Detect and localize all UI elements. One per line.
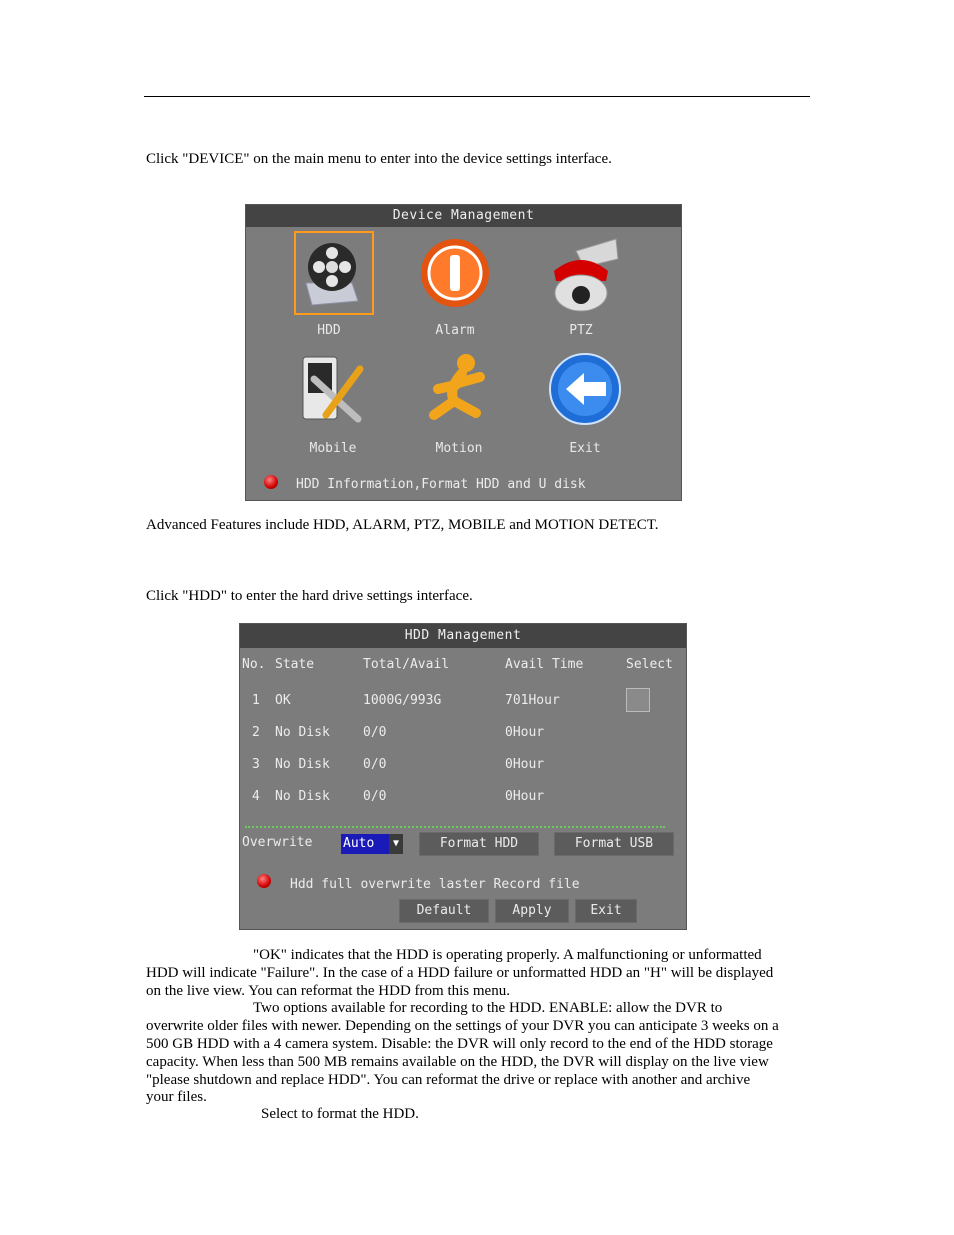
- device-label-mobile: Mobile: [309, 441, 357, 456]
- state-desc-first-line: "OK" indicates that the HDD is operating properly. A malfunctioning or unformatted: [253, 947, 762, 963]
- device-item-exit[interactable]: [530, 349, 640, 459]
- row-state: No Disk: [275, 725, 330, 740]
- overwrite-label: Overwrite: [242, 835, 313, 850]
- device-item-ptz[interactable]: [526, 231, 636, 341]
- alarm-icon: [400, 231, 510, 321]
- row-total-avail: 0/0: [363, 789, 387, 804]
- device-item-mobile[interactable]: [278, 349, 388, 459]
- apply-button[interactable]: Apply: [495, 899, 569, 923]
- row-avail-time: 0Hour: [505, 757, 545, 772]
- row-avail-time: 0Hour: [505, 789, 545, 804]
- features-text: Advanced Features include HDD, ALARM, PTZ, MOBILE and MOTION DETECT.: [146, 517, 659, 533]
- device-label-ptz: PTZ: [569, 323, 593, 338]
- exit-button[interactable]: Exit: [575, 899, 637, 923]
- divider-line: [245, 826, 665, 828]
- ptz-camera-icon: [526, 231, 636, 321]
- click-hdd-text: Click "HDD" to enter the hard drive settings interface.: [146, 588, 473, 604]
- device-label-hdd: HDD: [317, 323, 341, 338]
- row-state: No Disk: [275, 757, 330, 772]
- device-label-motion: Motion: [435, 441, 483, 456]
- overwrite-desc-text: overwrite older files with newer. Depending on the settings of your DVR you can anticipate 3 weeks on a 500 GB HDD with a 4 camera system. Disable: the DVR will only record to the end of the HDD storage capacity. When less than 500 MB remains available on the HDD, the DVR will display on the live view "please shutdown and replace HDD". You can reformat the drive or replace with another and archive your files.: [146, 1018, 779, 1106]
- col-header-state: State: [275, 657, 315, 672]
- chevron-down-icon[interactable]: ▼: [389, 834, 403, 854]
- status-indicator-icon: [264, 475, 278, 489]
- device-management-panel: [245, 204, 682, 501]
- hdd-icon: [274, 231, 384, 321]
- status-indicator-icon: [257, 874, 271, 888]
- intro-text: Click "DEVICE" on the main menu to enter into the device settings interface.: [146, 151, 612, 167]
- hdd-status-text: Hdd full overwrite laster Record file: [290, 877, 580, 892]
- col-header-avail-time: Avail Time: [505, 657, 584, 672]
- state-desc-text: HDD will indicate "Failure". In the case of a HDD failure or unformatted HDD an "H" will be displayed on the live view. You can reformat the HDD from this menu.: [146, 964, 774, 999]
- col-header-total-avail: Total/Avail: [363, 657, 450, 672]
- row-no: 2: [252, 725, 260, 740]
- header-rule: [144, 96, 810, 97]
- hdd-management-title: HDD Management: [240, 624, 686, 648]
- row-total-avail: 0/0: [363, 725, 387, 740]
- row-avail-time: 701Hour: [505, 693, 560, 708]
- format-hdd-button[interactable]: Format HDD: [419, 832, 539, 856]
- row-state: No Disk: [275, 789, 330, 804]
- default-button[interactable]: Default: [399, 899, 489, 923]
- format-usb-button[interactable]: Format USB: [554, 832, 674, 856]
- device-item-motion[interactable]: [404, 349, 514, 459]
- hdd-management-panel: [239, 623, 687, 930]
- device-label-exit: Exit: [569, 441, 601, 456]
- row-no: 3: [252, 757, 260, 772]
- overwrite-desc-first-line: Two options available for recording to the HDD. ENABLE: allow the DVR to: [253, 1000, 723, 1017]
- row-state: OK: [275, 693, 291, 708]
- motion-icon: [404, 349, 514, 439]
- row-total-avail: 1000G/993G: [363, 693, 442, 708]
- device-item-alarm[interactable]: [400, 231, 510, 341]
- exit-arrow-icon: [530, 349, 640, 439]
- row-no: 4: [252, 789, 260, 804]
- row-no: 1: [252, 693, 260, 708]
- row-avail-time: 0Hour: [505, 725, 545, 740]
- format-desc-text: Select to format the HDD.: [261, 1106, 419, 1122]
- select-checkbox[interactable]: [626, 688, 650, 712]
- col-header-no: No.: [242, 657, 266, 672]
- device-management-title: Device Management: [246, 205, 681, 227]
- device-item-hdd[interactable]: [274, 231, 384, 341]
- row-total-avail: 0/0: [363, 757, 387, 772]
- device-status-text: HDD Information,Format HDD and U disk: [296, 477, 586, 492]
- mobile-icon: [278, 349, 388, 439]
- overwrite-select-value[interactable]: Auto: [341, 834, 389, 854]
- device-label-alarm: Alarm: [435, 323, 475, 338]
- col-header-select: Select: [626, 657, 673, 672]
